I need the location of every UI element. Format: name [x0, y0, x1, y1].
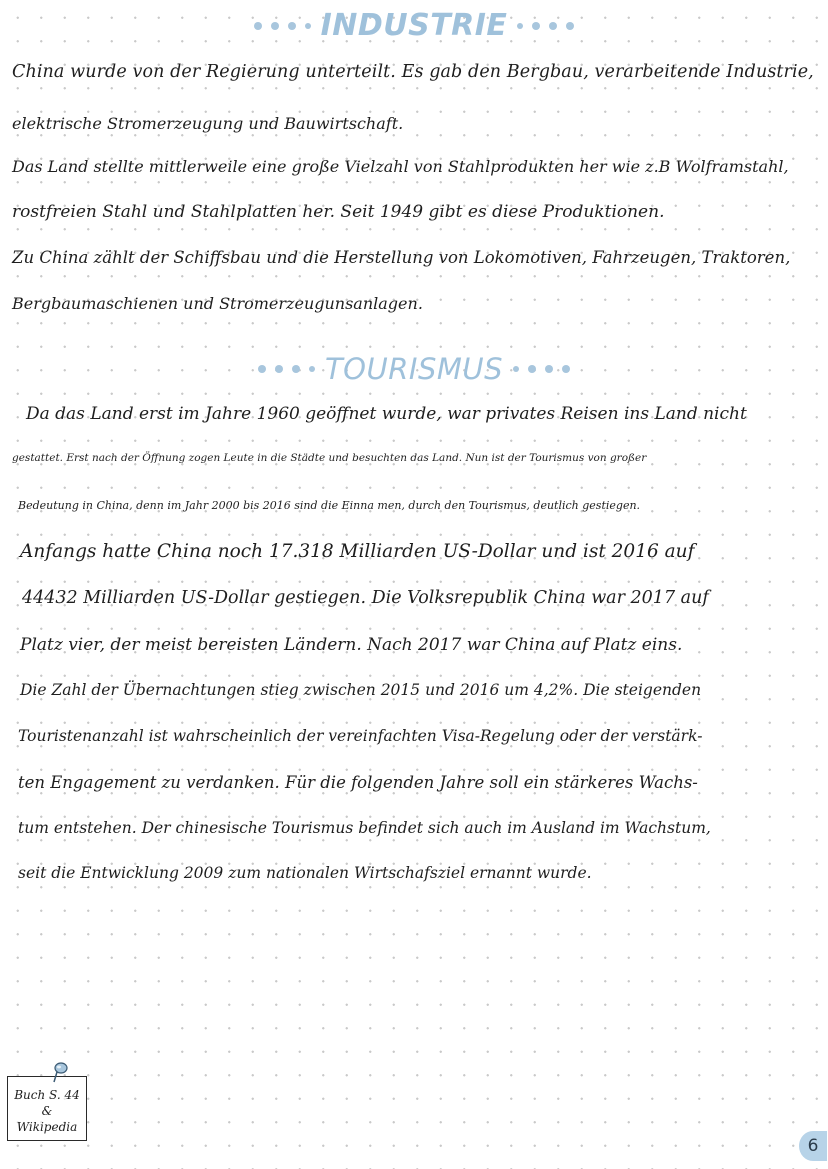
tourismus-line: tum entstehen. Der chinesische Tourismus befindet sich auch im Ausland im Wachstum, — [18, 819, 711, 837]
source-note-line: Buch S. 44 — [14, 1088, 80, 1102]
decorative-dot — [288, 22, 296, 30]
industrie-line: Bergbaumaschienen und Stromerzeugunsanlagen. — [12, 294, 423, 313]
tourismus-heading — [0, 352, 828, 386]
source-note-line: & — [41, 1104, 53, 1118]
heading-dots-left — [258, 365, 315, 373]
decorative-dot — [309, 366, 315, 372]
section-title-tourismus: TOURISMUS — [324, 352, 504, 386]
heading-dots-left — [254, 22, 311, 30]
tourismus-line: 44432 Milliarden US-Dollar gestiegen. Die Volksrepublik China war 2017 auf — [22, 588, 709, 608]
decorative-dot — [532, 22, 540, 30]
industrie-line: Zu China zählt der Schiffsbau und die Herstellung von Lokomotiven, Fahrzeugen, Traktoren, — [12, 248, 791, 267]
industrie-line: rostfreien Stahl und Stahlplatten her. Seit 1949 gibt es diese Produktionen. — [12, 202, 665, 222]
source-note-line: Wikipedia — [16, 1120, 78, 1134]
decorative-dot — [549, 22, 557, 30]
tourismus-line: seit die Entwicklung 2009 zum nationalen Wirtschafsziel ernannt wurde. — [18, 864, 592, 882]
tourismus-line: ten Engagement zu verdanken. Für die folgenden Jahre soll ein stärkeres Wachs- — [18, 773, 698, 792]
industrie-heading — [0, 8, 828, 43]
tourismus-line: Touristenanzahl ist wahrscheinlich der vereinfachten Visa-Regelung oder der verstärk- — [18, 727, 703, 745]
decorative-dot — [275, 365, 283, 373]
decorative-dot — [513, 366, 519, 372]
heading-dots-right — [517, 22, 574, 30]
tourismus-line: Da das Land erst im Jahre 1960 geöffnet wurde, war privates Reisen ins Land nicht — [26, 404, 747, 424]
industrie-line: Das Land stellte mittlerweile eine große Vielzahl von Stahlprodukten her wie z.B Wolframstahl, — [12, 157, 789, 176]
section-title-industrie: INDUSTRIE — [320, 8, 508, 43]
heading-dots-right — [513, 365, 570, 373]
tourismus-line: Anfangs hatte China noch 17.318 Milliarden US-Dollar und ist 2016 auf — [20, 541, 695, 562]
tourismus-line: Platz vier, der meist bereisten Ländern. Nach 2017 war China auf Platz eins. — [20, 635, 683, 655]
decorative-dot — [254, 22, 262, 30]
decorative-dot — [528, 365, 536, 373]
decorative-dot — [271, 22, 279, 30]
decorative-dot — [305, 23, 311, 29]
decorative-dot — [258, 365, 266, 373]
industrie-line: elektrische Stromerzeugung und Bauwirtschaft. — [12, 114, 404, 133]
decorative-dot — [545, 365, 553, 373]
page-number: 6 — [799, 1131, 827, 1161]
decorative-dot — [292, 365, 300, 373]
pushpin-icon — [50, 1062, 70, 1084]
industrie-line: China wurde von der Regierung unterteilt. Es gab den Bergbau, verarbeitende Industrie, — [12, 62, 814, 82]
source-note — [7, 1076, 87, 1141]
tourismus-line: gestattet. Erst nach der Öffnung zogen Leute in die Städte und besuchten das Land. Nun ist der Tourismus von großer — [12, 452, 647, 464]
tourismus-line: Bedeutung in China, denn im Jahr 2000 bis 2016 sind die Einna men, durch den Tourismus, deutlich gestiegen. — [18, 499, 641, 512]
decorative-dot — [517, 23, 523, 29]
tourismus-line: Die Zahl der Übernachtungen stieg zwischen 2015 und 2016 um 4,2%. Die steigenden — [20, 681, 702, 699]
decorative-dot — [562, 365, 570, 373]
decorative-dot — [566, 22, 574, 30]
